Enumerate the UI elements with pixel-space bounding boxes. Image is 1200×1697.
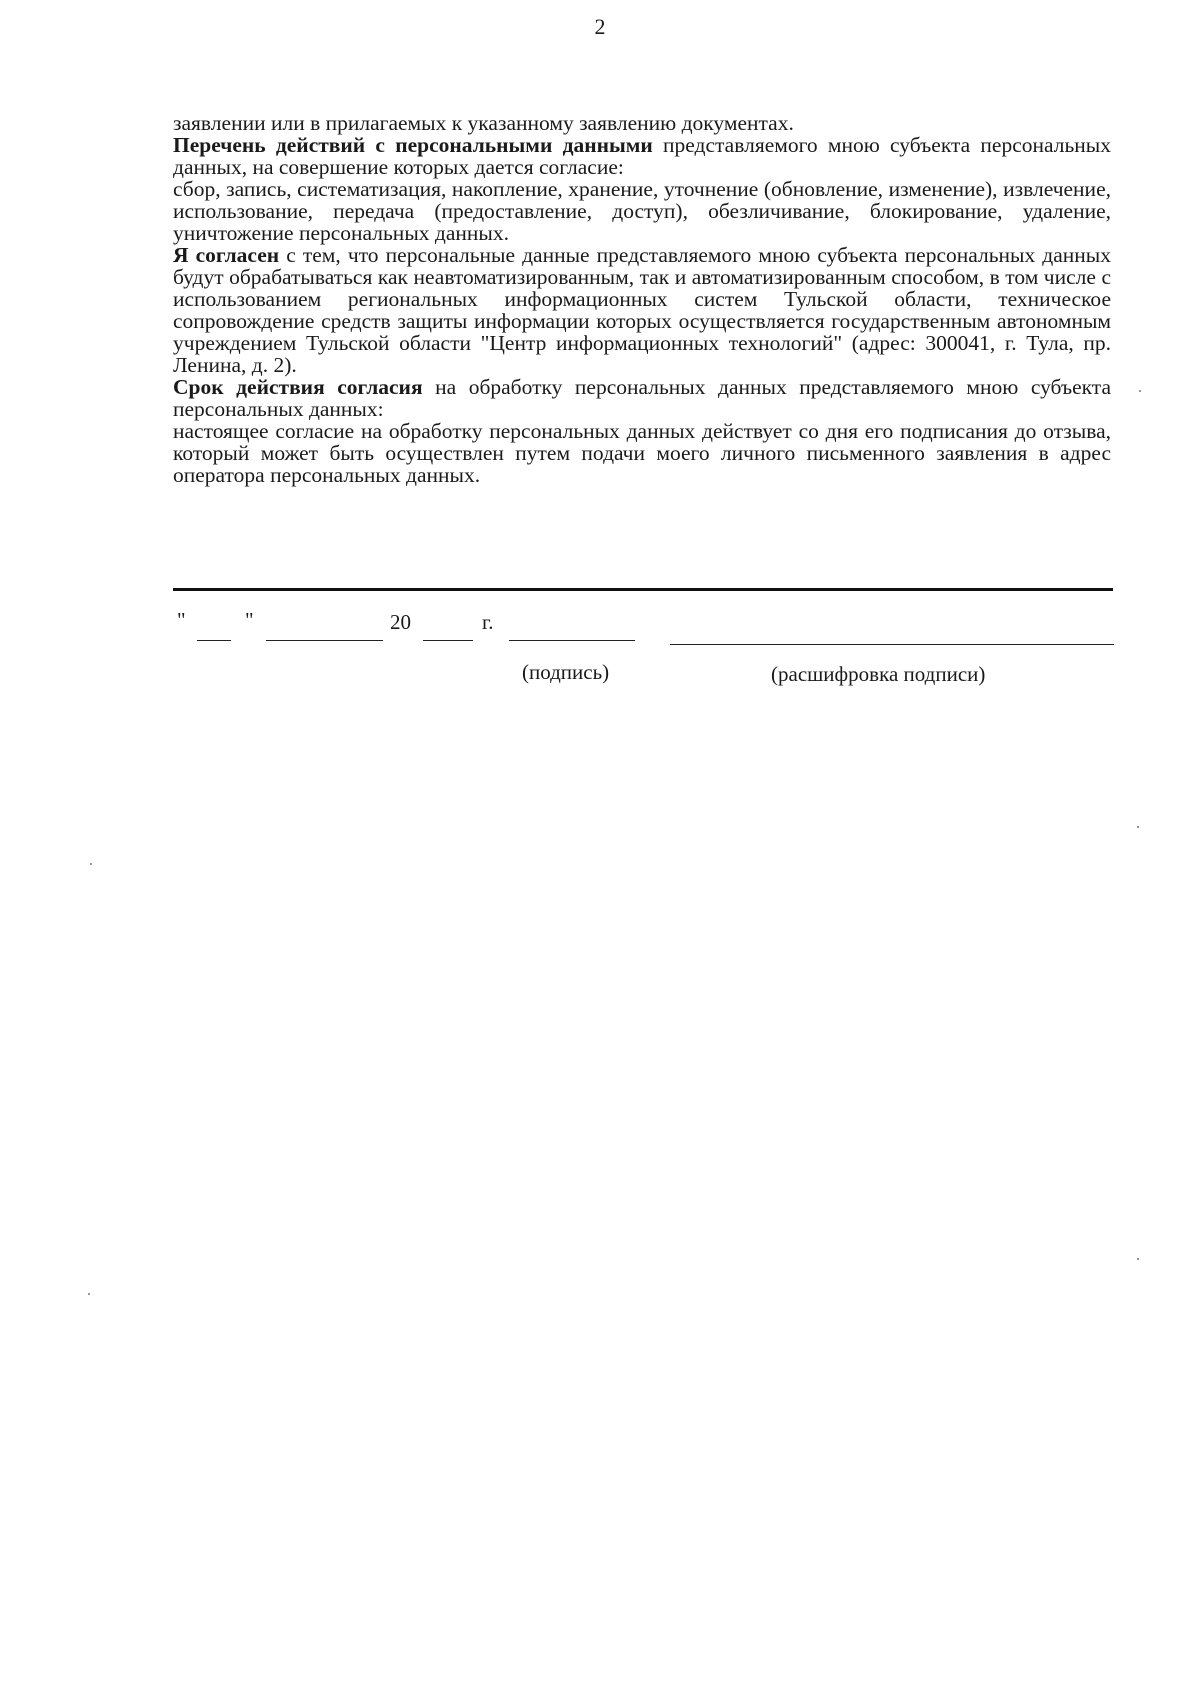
paragraph-actions-list	[173, 134, 1111, 178]
scan-speck	[1139, 390, 1141, 392]
signature-decoding-field[interactable]	[670, 644, 1114, 645]
consent-text	[173, 112, 1111, 486]
decoding-caption: (расшифровка подписи)	[771, 662, 986, 686]
paragraph-agreement	[173, 244, 1111, 376]
year-suffix: г.	[482, 610, 494, 634]
scan-speck	[1137, 1258, 1139, 1260]
day-field[interactable]	[197, 640, 231, 641]
heading-agree: Я согласен	[173, 243, 280, 267]
heading-term: Срок действия согласия	[173, 375, 423, 399]
scan-speck	[90, 863, 92, 865]
date-quote-open: "	[177, 608, 186, 632]
paragraph-actions: сбор, запись, систематизация, накопление, хранение, уточнение (обновление, изменение), извлечение, использование, передача (предоставление, доступ), обезличивание, блокирование, удаление, уничтожение персональных данных.	[173, 177, 1111, 245]
year-prefix: 20	[390, 610, 411, 634]
heading-actions: Перечень действий с персональными данными	[173, 133, 653, 157]
paragraph-continuation: заявлении или в прилагаемых к указанному заявлению документах.	[173, 111, 794, 135]
section-divider	[173, 588, 1113, 591]
agreement-text: с тем, что персональные данные представляемого мною субъекта персональных данных будут обрабатываться как неавтоматизированным, так и автоматизированным способом, в том числе с использованием региональных информационных систем Тульской области, техническое сопровождение средств защиты информации которых осуществляется государственным автономным учреждением Тульской области "Центр информационных технологий" (адрес: 300041, г. Тула, пр. Ленина, д. 2).	[173, 243, 1111, 377]
month-field[interactable]	[266, 640, 383, 641]
signature-caption: (подпись)	[522, 660, 610, 684]
term-intro: на обработку персональных данных представляемого мною субъекта персональных данных:	[173, 375, 1111, 421]
year-field[interactable]	[423, 640, 473, 641]
paragraph-term-text: настоящее согласие на обработку персональных данных действует со дня его подписания до отзыва, который может быть осуществлен путем подачи моего личного письменного заявления в адрес оператора персональных данных.	[173, 419, 1111, 487]
date-quote-close: "	[245, 608, 254, 632]
scan-speck	[88, 1293, 90, 1295]
paragraph-term	[173, 376, 1111, 420]
actions-intro: представляемого мною субъекта персональных данных, на совершение которых дается согласие:	[173, 133, 1111, 179]
scan-speck	[1137, 826, 1139, 828]
signature-field[interactable]	[509, 640, 635, 641]
page-number: 2	[594, 14, 606, 39]
